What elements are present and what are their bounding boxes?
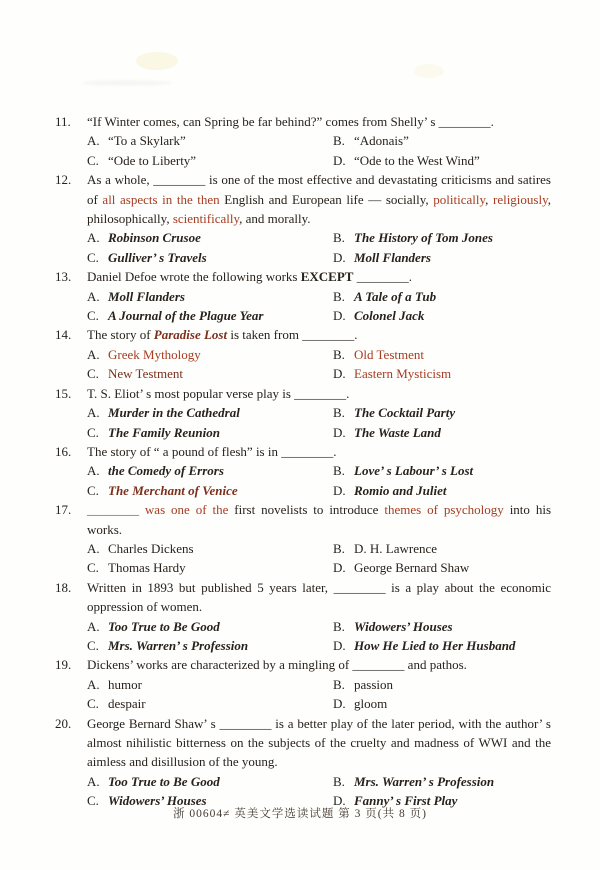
question-number: 12. bbox=[55, 172, 72, 188]
option-label: A. bbox=[87, 676, 100, 692]
question-number: 16. bbox=[55, 443, 72, 459]
option bbox=[87, 675, 333, 694]
option bbox=[333, 151, 551, 170]
option-label: B. bbox=[333, 346, 345, 362]
option-label: A. bbox=[87, 773, 100, 789]
option bbox=[333, 228, 551, 247]
question-text bbox=[87, 655, 551, 674]
text-segment: George Bernard Shaw bbox=[354, 560, 470, 576]
question-number: 17. bbox=[55, 502, 72, 518]
question-number: 13. bbox=[55, 269, 72, 285]
text-segment: into his works. bbox=[87, 502, 552, 537]
option bbox=[87, 461, 333, 480]
question bbox=[57, 578, 551, 656]
option-label: D. bbox=[333, 424, 346, 440]
text-segment: ________ bbox=[87, 502, 145, 518]
option-label: C. bbox=[87, 152, 99, 168]
question-text bbox=[87, 714, 551, 772]
option bbox=[87, 558, 333, 577]
text-segment: Love’ s Labour’ s Lost bbox=[354, 463, 474, 479]
question-text bbox=[87, 325, 551, 344]
option bbox=[333, 403, 551, 422]
options bbox=[87, 228, 551, 267]
text-segment: Dickens’ works are characterized by a mingling of ________ and pathos. bbox=[87, 657, 467, 673]
option-label: B. bbox=[333, 676, 345, 692]
text-segment: , and morally. bbox=[239, 211, 311, 227]
option bbox=[333, 131, 551, 150]
option bbox=[333, 423, 551, 442]
option-label: B. bbox=[333, 133, 345, 149]
option bbox=[87, 287, 333, 306]
question-number: 20. bbox=[55, 715, 72, 731]
option bbox=[87, 228, 333, 247]
text-segment: Thomas Hardy bbox=[108, 560, 186, 576]
text-segment: Greek Mythology bbox=[108, 346, 201, 362]
text-segment: first novelists to introduce bbox=[228, 502, 385, 518]
option-label: B. bbox=[333, 288, 345, 304]
question-number: 15. bbox=[55, 385, 72, 401]
question bbox=[57, 325, 551, 383]
option-label: B. bbox=[333, 405, 345, 421]
option bbox=[87, 772, 333, 791]
option bbox=[333, 461, 551, 480]
question-number: 14. bbox=[55, 327, 72, 343]
text-segment: The History of Tom Jones bbox=[354, 230, 493, 246]
question-number: 19. bbox=[55, 657, 72, 673]
option bbox=[87, 306, 333, 325]
text-segment: Too True to Be Good bbox=[108, 773, 220, 789]
text-segment: The story of bbox=[87, 327, 154, 343]
option-label: B. bbox=[333, 773, 345, 789]
text-segment: The Merchant of Venice bbox=[108, 482, 238, 498]
text-segment: Widowers’ Houses bbox=[354, 618, 453, 634]
option-label: C. bbox=[87, 482, 99, 498]
option-label: B. bbox=[333, 230, 345, 246]
text-segment: Romio and Juliet bbox=[354, 482, 447, 498]
text-segment: scientifically bbox=[172, 211, 240, 227]
option-label: A. bbox=[87, 346, 100, 362]
question bbox=[57, 267, 551, 325]
question bbox=[57, 500, 551, 578]
text-segment: was one of the bbox=[144, 502, 229, 518]
text-segment: ________. bbox=[353, 269, 412, 285]
question bbox=[57, 170, 551, 267]
text-segment: “Ode to the West Wind” bbox=[354, 152, 480, 168]
text-segment: Gulliver’ s Travels bbox=[108, 249, 207, 265]
question-text bbox=[87, 267, 551, 286]
option bbox=[333, 248, 551, 267]
text-segment: Charles Dickens bbox=[108, 540, 194, 556]
text-segment: all aspects in the then bbox=[102, 191, 220, 207]
text-segment: religiously bbox=[492, 191, 548, 207]
text-segment: As a whole, ________ is one of the most effective and devastating criticisms and satires of bbox=[87, 172, 551, 207]
option-label: C. bbox=[87, 249, 99, 265]
option bbox=[333, 287, 551, 306]
question-text bbox=[87, 500, 551, 539]
question-list bbox=[57, 112, 551, 811]
option bbox=[333, 636, 551, 655]
text-segment: , bbox=[485, 191, 493, 207]
text-segment: The Cocktail Party bbox=[354, 405, 456, 421]
text-segment: “Adonais” bbox=[354, 133, 409, 149]
text-segment: Daniel Defoe wrote the following works bbox=[87, 269, 301, 285]
text-segment: Moll Flanders bbox=[108, 288, 185, 304]
options bbox=[87, 461, 551, 500]
text-segment: Fanny’ s First Play bbox=[354, 793, 458, 809]
text-segment: passion bbox=[354, 676, 393, 692]
options bbox=[87, 403, 551, 442]
option bbox=[87, 636, 333, 655]
option bbox=[87, 151, 333, 170]
option-label: D. bbox=[333, 482, 346, 498]
text-segment: Written in 1893 but published 5 years later, ________ is a play about the economic oppression of women. bbox=[87, 579, 551, 615]
option bbox=[333, 772, 551, 791]
option bbox=[87, 345, 333, 364]
scan-smudge bbox=[82, 80, 172, 86]
option bbox=[87, 248, 333, 267]
question-text bbox=[87, 112, 551, 131]
text-segment: A Journal of the Plague Year bbox=[108, 308, 264, 324]
option bbox=[333, 364, 551, 383]
text-segment: humor bbox=[108, 676, 142, 692]
option-label: C. bbox=[87, 560, 99, 576]
option-label: A. bbox=[87, 618, 100, 634]
options bbox=[87, 675, 551, 714]
option bbox=[87, 403, 333, 422]
option-label: C. bbox=[87, 424, 99, 440]
question-text bbox=[87, 170, 551, 228]
question-number: 11. bbox=[55, 114, 71, 129]
text-segment: “Ode to Liberty” bbox=[108, 152, 197, 168]
option-label: D. bbox=[333, 152, 346, 168]
option-label: A. bbox=[87, 288, 100, 304]
text-segment: is taken from ________. bbox=[227, 327, 358, 343]
option bbox=[87, 364, 333, 383]
option-label: D. bbox=[333, 793, 346, 809]
page-footer bbox=[0, 805, 600, 824]
question bbox=[57, 112, 551, 170]
question-number: 18. bbox=[55, 579, 72, 595]
option-label: A. bbox=[87, 463, 100, 479]
options bbox=[87, 131, 551, 170]
option bbox=[333, 558, 551, 577]
question-text bbox=[87, 442, 551, 461]
option-label: D. bbox=[333, 249, 346, 265]
option-label: C. bbox=[87, 696, 99, 712]
text-segment: Widowers’ Houses bbox=[108, 793, 207, 809]
text-segment: “To a Skylark” bbox=[108, 133, 186, 149]
option bbox=[333, 694, 551, 713]
question-text bbox=[87, 384, 551, 403]
text-segment: the Comedy of Errors bbox=[108, 463, 224, 479]
text-segment: How He Lied to Her Husband bbox=[354, 637, 516, 653]
text-segment: Eastern Mysticism bbox=[354, 366, 452, 382]
text-segment: Mrs. Warren’ s Profession bbox=[108, 637, 249, 653]
option-label: D. bbox=[333, 560, 346, 576]
options bbox=[87, 345, 551, 384]
option bbox=[87, 423, 333, 442]
text-segment: Too True to Be Good bbox=[108, 618, 220, 634]
option-label: B. bbox=[333, 618, 345, 634]
option bbox=[333, 539, 551, 558]
question bbox=[57, 655, 551, 713]
option bbox=[333, 675, 551, 694]
question bbox=[57, 384, 551, 442]
text-segment: D. H. Lawrence bbox=[354, 540, 438, 556]
text-segment: despair bbox=[108, 696, 146, 712]
option-label: B. bbox=[333, 540, 345, 556]
option-label: C. bbox=[87, 793, 99, 809]
option-label: C. bbox=[87, 637, 99, 653]
text-segment: Paradise Lost bbox=[153, 327, 228, 343]
option-label: C. bbox=[87, 308, 99, 324]
text-segment: George Bernard Shaw’ s ________ is a better play of the later period, with the author’ s almost nihilistic bitterness on the subjects of the cruelty and madness of WWI and the aimless and disillusion of the young. bbox=[87, 715, 551, 770]
option-label: A. bbox=[87, 540, 100, 556]
option-label: D. bbox=[333, 308, 346, 324]
options bbox=[87, 287, 551, 326]
option-label: D. bbox=[333, 696, 346, 712]
scan-smudge bbox=[414, 64, 444, 78]
text-segment: “If Winter comes, can Spring be far behind?” comes from Shelly’ s ________. bbox=[87, 114, 494, 129]
option bbox=[87, 131, 333, 150]
option bbox=[87, 617, 333, 636]
text-segment: Moll Flanders bbox=[354, 249, 431, 265]
option-label: C. bbox=[87, 366, 99, 382]
option-label: D. bbox=[333, 637, 346, 653]
option bbox=[87, 481, 333, 500]
text-segment: English and European life — socially, bbox=[219, 191, 434, 207]
option-label: A. bbox=[87, 405, 100, 421]
text-segment: T. S. Eliot’ s most popular verse play is ________. bbox=[87, 385, 350, 401]
options bbox=[87, 617, 551, 656]
scan-smudge bbox=[136, 52, 178, 70]
text-segment: A Tale of a Tub bbox=[354, 288, 437, 304]
text-segment: Mrs. Warren’ s Profession bbox=[354, 773, 495, 789]
option-label: B. bbox=[333, 463, 345, 479]
text-segment: New Testment bbox=[108, 366, 184, 382]
text-segment: The Family Reunion bbox=[108, 424, 220, 440]
question bbox=[57, 442, 551, 500]
text-segment: EXCEPT bbox=[300, 269, 354, 285]
option bbox=[333, 345, 551, 364]
option bbox=[333, 306, 551, 325]
options bbox=[87, 539, 551, 578]
text-segment: Robinson Crusoe bbox=[108, 230, 201, 246]
text-segment: Colonel Jack bbox=[354, 308, 425, 324]
option-label: A. bbox=[87, 133, 100, 149]
text-segment: The story of “ a pound of flesh” is in ________. bbox=[87, 443, 337, 459]
option-label: D. bbox=[333, 366, 346, 382]
text-segment: Murder in the Cathedral bbox=[108, 405, 240, 421]
text-segment: gloom bbox=[354, 696, 388, 712]
text-segment: Old Testment bbox=[354, 346, 424, 362]
option-label: A. bbox=[87, 230, 100, 246]
footer-text: 浙 00604≠ 英美文学选读试题 第 3 页(共 8 页) bbox=[173, 808, 427, 820]
option bbox=[333, 481, 551, 500]
question bbox=[57, 714, 551, 811]
text-segment: , philosophically, bbox=[87, 191, 551, 227]
option bbox=[333, 617, 551, 636]
option bbox=[87, 539, 333, 558]
question-text bbox=[87, 578, 551, 617]
option bbox=[87, 694, 333, 713]
text-segment: politically bbox=[433, 191, 486, 207]
text-segment: The Waste Land bbox=[354, 424, 441, 440]
text-segment: themes of psychology bbox=[384, 502, 504, 518]
